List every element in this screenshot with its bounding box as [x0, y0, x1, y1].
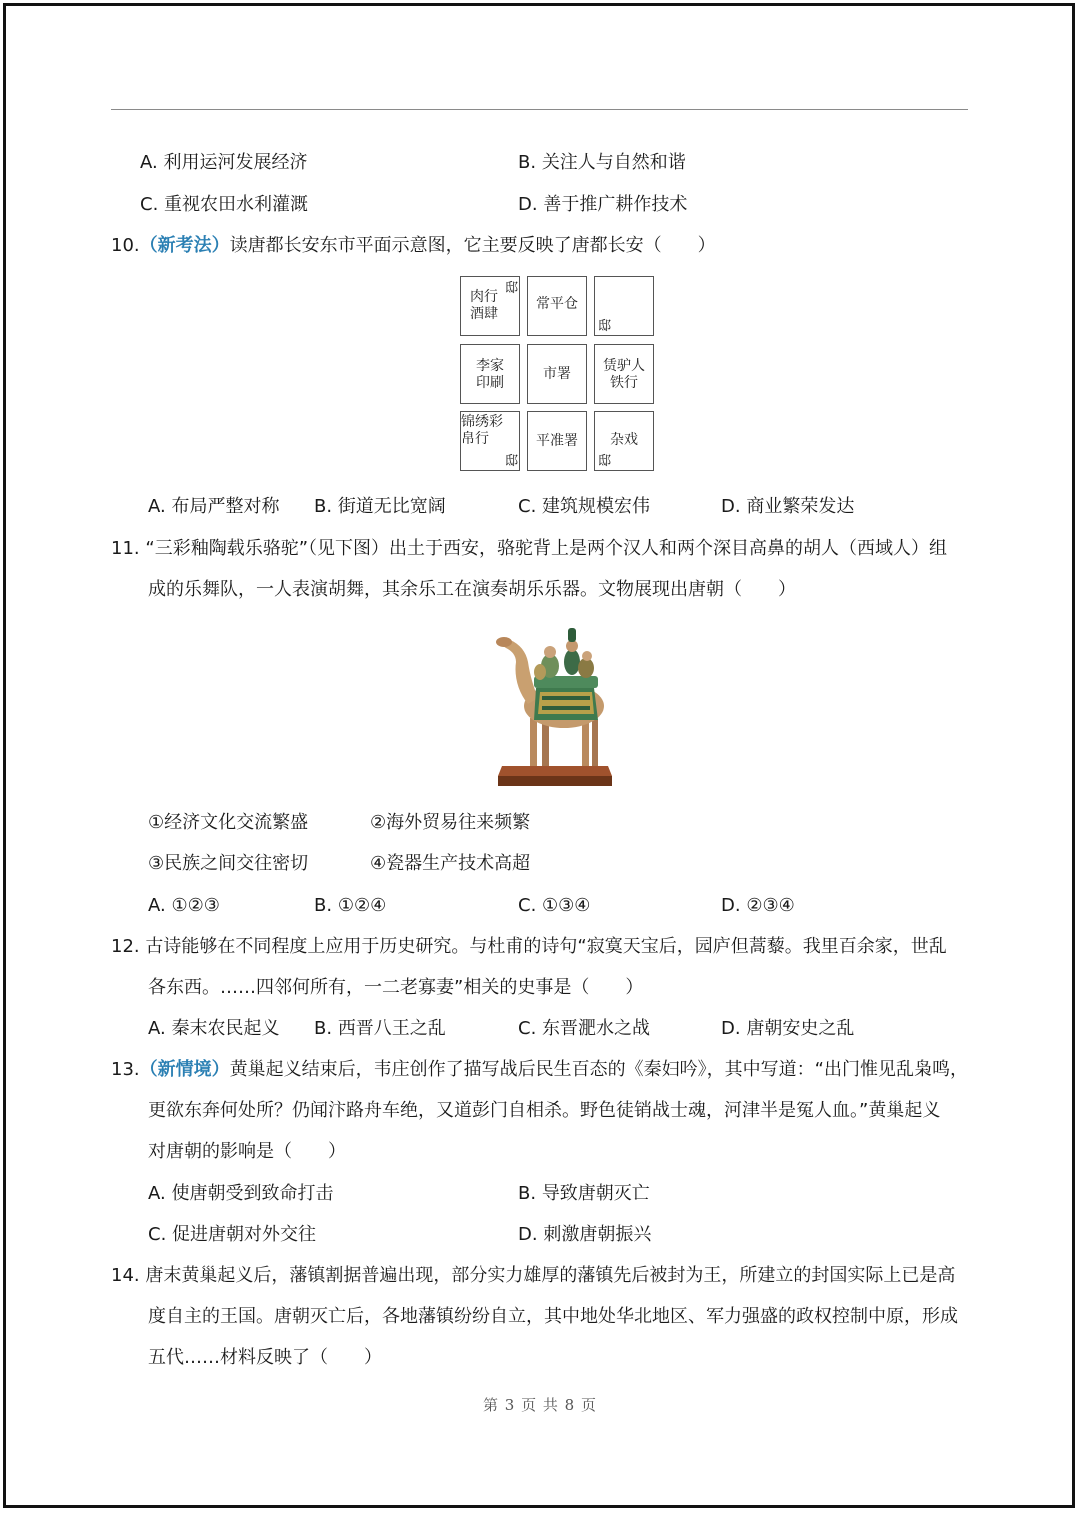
q13-option-b: B. 导致唐朝灭亡 — [518, 1183, 650, 1204]
q13-option-c: C. 促进唐朝对外交往 — [148, 1224, 317, 1245]
map-di-label: 邸 — [598, 319, 612, 334]
q13-option-d: D. 刺激唐朝振兴 — [518, 1224, 652, 1245]
map-cell-3 — [594, 276, 654, 336]
q13-stem-line2: 更欲东奔何处所？仍闻汴路舟车绝，又道彭门自相杀。野色徒销战士魂，河津半是冤人血。”黄巢起义 — [148, 1100, 941, 1121]
map-cell-4 — [460, 344, 520, 404]
q11-item-2: ②海外贸易往来频繁 — [370, 812, 531, 833]
q14-stem-line1: 14. 唐末黄巢起义后，藩镇割据普遍出现，部分实力雄厚的藩镇先后被封为王，所建立的封国实际上已是高 — [111, 1265, 956, 1286]
q10-option-a: A. 布局严整对称 — [148, 496, 280, 517]
map-cell-9 — [594, 411, 654, 471]
map-di-label: 邸 — [504, 454, 518, 469]
map-di-label: 邸 — [598, 454, 612, 469]
map-cell-label: 锦绣彩 帛行 — [461, 414, 503, 447]
q9-option-b: B. 关注人与自然和谐 — [518, 152, 686, 173]
q10-option-d: D. 商业繁荣发达 — [721, 496, 855, 517]
map-cell-label: 赁驴人 铁行 — [603, 358, 645, 391]
map-cell-6 — [594, 344, 654, 404]
map-cell-5 — [527, 344, 587, 404]
map-di-label: 邸 — [504, 281, 518, 296]
q10-option-c: C. 建筑规模宏伟 — [518, 496, 651, 517]
q11-option-b: B. ①②④ — [314, 895, 387, 916]
q11-item-4: ④瓷器生产技术高超 — [370, 853, 531, 874]
map-cell-label: 市署 — [543, 366, 571, 382]
map-cell-1 — [460, 276, 520, 336]
q12-option-a: A. 秦末农民起义 — [148, 1018, 280, 1039]
q11-stem-line1: 11. “三彩釉陶载乐骆驼”（见下图）出土于西安，骆驼背上是两个汉人和两个深目高鼻的胡人（西域人）组 — [111, 538, 948, 559]
q9-option-c: C. 重视农田水利灌溉 — [140, 194, 309, 215]
map-cell-label: 平准署 — [536, 433, 578, 449]
q11-item-3: ③民族之间交往密切 — [148, 853, 309, 874]
map-cell-7 — [460, 411, 520, 471]
q14-stem-line3: 五代……材料反映了（ ） — [148, 1347, 382, 1368]
map-cell-2 — [527, 276, 587, 336]
q11-item-1: ①经济文化交流繁盛 — [148, 812, 309, 833]
page-footer: 第 3 页 共 8 页 — [483, 1396, 597, 1414]
map-cell-label: 杂戏 — [610, 432, 638, 448]
q9-option-d: D. 善于推广耕作技术 — [518, 194, 688, 215]
q12-option-b: B. 西晋八王之乱 — [314, 1018, 446, 1039]
q9-option-a: A. 利用运河发展经济 — [140, 152, 308, 173]
map-cell-label: 李家 印刷 — [476, 358, 504, 391]
q12-option-c: C. 东晋淝水之战 — [518, 1018, 651, 1039]
q13-option-a: A. 使唐朝受到致命打击 — [148, 1183, 334, 1204]
tricolor-camel-image — [494, 618, 616, 788]
q11-option-c: C. ①③④ — [518, 895, 591, 916]
header-rule — [111, 109, 968, 110]
q12-stem-line1: 12. 古诗能够在不同程度上应用于历史研究。与杜甫的诗句“寂寞天宝后，园庐但蒿藜。我里百余家，世乱 — [111, 936, 947, 957]
q12-option-d: D. 唐朝安史之乱 — [721, 1018, 855, 1039]
q11-option-a: A. ①②③ — [148, 895, 220, 916]
q10-option-b: B. 街道无比宽阔 — [314, 496, 446, 517]
map-cell-label: 肉行 酒肆 — [470, 289, 498, 322]
q12-stem-line2: 各东西。……四邻何所有，一二老寡妻”相关的史事是（ ） — [148, 977, 644, 998]
q10-stem: 10.（新考法）读唐都长安东市平面示意图，它主要反映了唐都长安（ ） — [111, 235, 716, 256]
q13-stem-line1: 13.（新情境）黄巢起义结束后，韦庄创作了描写战后民生百态的《秦妇吟》，其中写道：“出门惟见乱枭鸣， — [111, 1059, 968, 1080]
q13-stem-line3: 对唐朝的影响是（ ） — [148, 1141, 346, 1162]
map-cell-8 — [527, 411, 587, 471]
q11-option-d: D. ②③④ — [721, 895, 795, 916]
q11-stem-line2: 成的乐舞队，一人表演胡舞，其余乐工在演奏胡乐乐器。文物展现出唐朝（ ） — [148, 579, 796, 600]
map-cell-label: 常平仓 — [536, 296, 578, 312]
q14-stem-line2: 度自主的王国。唐朝灭亡后，各地藩镇纷纷自立，其中地处华北地区、军力强盛的政权控制中原，形成 — [148, 1306, 958, 1327]
